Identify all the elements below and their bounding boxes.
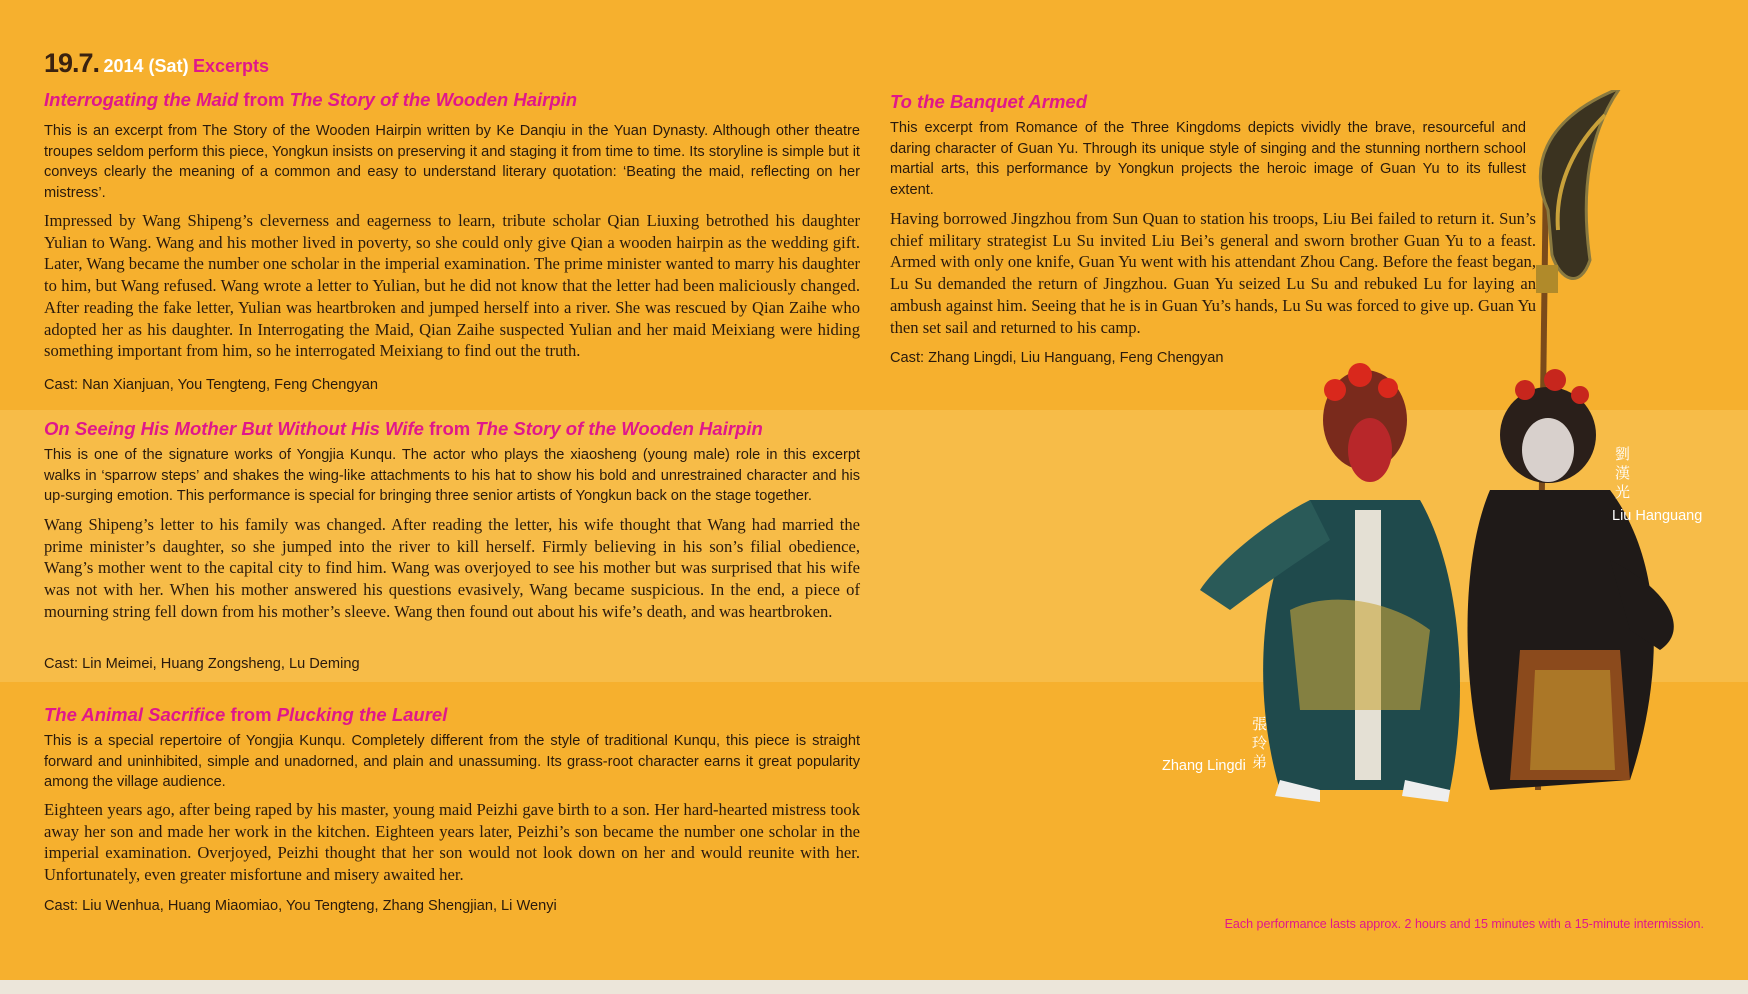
section-intro-mother: This is one of the signature works of Yongjia Kunqu. The actor who plays the xiaosheng (young male) role in this excerpt walks in ‘sparrow steps’ and shakes the wing-like attachments to his hat to show his bold and unrestrained character and his up-surging emotion. This performance is special for bringing three senior artists of Yongkun back on the stage together.: [44, 447, 860, 504]
title-italic: Interrogating the Maid: [44, 89, 239, 110]
liu-hanguang-label: Liu Hanguang: [1612, 508, 1703, 524]
date-day: 19.7.: [44, 48, 100, 78]
section-title-sacrifice: [44, 704, 447, 726]
title-italic: On Seeing His Mother But Without His Wife: [44, 418, 424, 439]
zhang-lingdi-chinese-label: 張玲弟: [1252, 715, 1268, 771]
section-cast-banquet: Cast: Zhang Lingdi, Liu Hanguang, Feng Chengyan: [890, 350, 1224, 366]
section-intro-banquet: This excerpt from Romance of the Three Kingdoms depicts vividly the brave, resourceful and daring character of Guan Yu. Through its unique style of singing and the stunning northern school martial arts, this performance by Yongkun projects the heroic image of Guan Yu to its fullest extent.: [890, 120, 1526, 198]
section-title-interrogating: [44, 89, 577, 111]
section-title-banquet: [890, 91, 1087, 113]
date-header: [44, 48, 269, 79]
section-cast-mother: Cast: Lin Meimei, Huang Zongsheng, Lu Deming: [44, 656, 360, 672]
zhang-lingdi-label: Zhang Lingdi: [1162, 758, 1246, 774]
title-italic: The Animal Sacrifice: [44, 704, 226, 725]
section-story-banquet: Having borrowed Jingzhou from Sun Quan to station his troops, Liu Bei failed to return it. Sun’s chief military strategist Lu Su invited Liu Bei’s general and sworn brother Guan Yu to a feast. Armed with only one knife, Guan Yu went with his attendant Zhou Cang. Before the feast began, Lu Su demanded the return of Jingzhou. Guan Yu seized Lu Su and rebuked Lu for laying an ambush against him. Seeing that he is in Guan Yu’s hands, Lu Su was forced to give up. Guan Yu then set sail and returned to his camp.: [890, 209, 1536, 337]
title-source: Plucking the Laurel: [276, 704, 448, 725]
performance-duration-note: Each performance lasts approx. 2 hours and 15 minutes with a 15-minute intermission.: [1224, 917, 1704, 931]
title-from: from: [243, 89, 285, 110]
section-cast-interrogating: Cast: Nan Xianjuan, You Tengteng, Feng Chengyan: [44, 377, 379, 393]
page-edge: [0, 980, 1748, 994]
title-source: The Story of the Wooden Hairpin: [289, 89, 578, 110]
section-story-sacrifice: Eighteen years ago, after being raped by his master, young maid Peizhi gave birth to a son. Her hard-hearted mistress took away her son and made her work in the kitchen. Eighteen years later, Peizhi’s son became the number one scholar in the imperial examination. Overjoyed, Peizhi thought that her son would not look down on her and would reunite with her. Unfortunately, even greater misfortune and misery awaited her.: [44, 800, 860, 885]
title-from: from: [230, 704, 272, 725]
title-italic: To the Banquet Armed: [890, 91, 1087, 112]
section-cast-sacrifice: Cast: Liu Wenhua, Huang Miaomiao, You Tengteng, Zhang Shengjian, Li Wenyi: [44, 898, 557, 914]
excerpts-label: Excerpts: [193, 56, 270, 76]
section-story-mother: Wang Shipeng’s letter to his family was changed. After reading the letter, his wife thought that Wang had married the prime minister’s daughter, so she jumped into the river to kill herself. Firmly believing in his son’s filial obedience, Wang’s mother went to the capital city to find him. Wang was overjoyed to see his mother but was surprised that his wife was not with her. When his mother answered his questions evasively, Wang became suspicious. In the end, a piece of mourning string fell down from his mother’s sleeve. Wang then found out about his wife’s death, and was heartbroken.: [44, 515, 860, 621]
section-title-mother: [44, 418, 763, 440]
section-story-interrogating: Impressed by Wang Shipeng’s cleverness and eagerness to learn, tribute scholar Qian Liuxing betrothed his daughter Yulian to Wang. Wang and his mother lived in poverty, so she could only give Qian a wooden hairpin as the wedding gift. Later, Wang became the number one scholar in the imperial examination. The prime minister wanted to marry his daughter to him, but Wang refused. Wang wrote a letter to Yulian, but he did not know that the letter had been maliciously changed. After reading the fake letter, Yulian was heartbroken and jumped herself into a river. She was rescued by Qian Zaihe who adopted her as his daughter. In Interrogating the Maid, Qian Zaihe suspected Yulian and her maid Meixiang were hiding something important from him, so he interrogated Meixiang to find out the truth.: [44, 211, 860, 361]
section-intro-sacrifice: This is a special repertoire of Yongjia Kunqu. Completely different from the style of traditional Kunqu, this piece is straight forward and uninhibited, simple and unadorned, and plain and unassuming. Its grass-root character earns it great popularity among the village audience.: [44, 733, 860, 790]
date-year: 2014 (Sat): [103, 56, 189, 76]
section-intro-interrogating: This is an excerpt from The Story of the Wooden Hairpin written by Ke Danqiu in the Yuan Dynasty. Although other theatre troupes seldom perform this piece, Yongkun insists on preserving it and staging it from time to time. Its storyline is simple but it conveys clearly the meaning of a common and easy to understand literary quotation: ‘Beating the maid, reflecting on her mistress’.: [44, 123, 860, 201]
title-source: The Story of the Wooden Hairpin: [475, 418, 763, 439]
title-from: from: [429, 418, 471, 439]
liu-hanguang-chinese-label: 劉漢光: [1615, 445, 1631, 501]
